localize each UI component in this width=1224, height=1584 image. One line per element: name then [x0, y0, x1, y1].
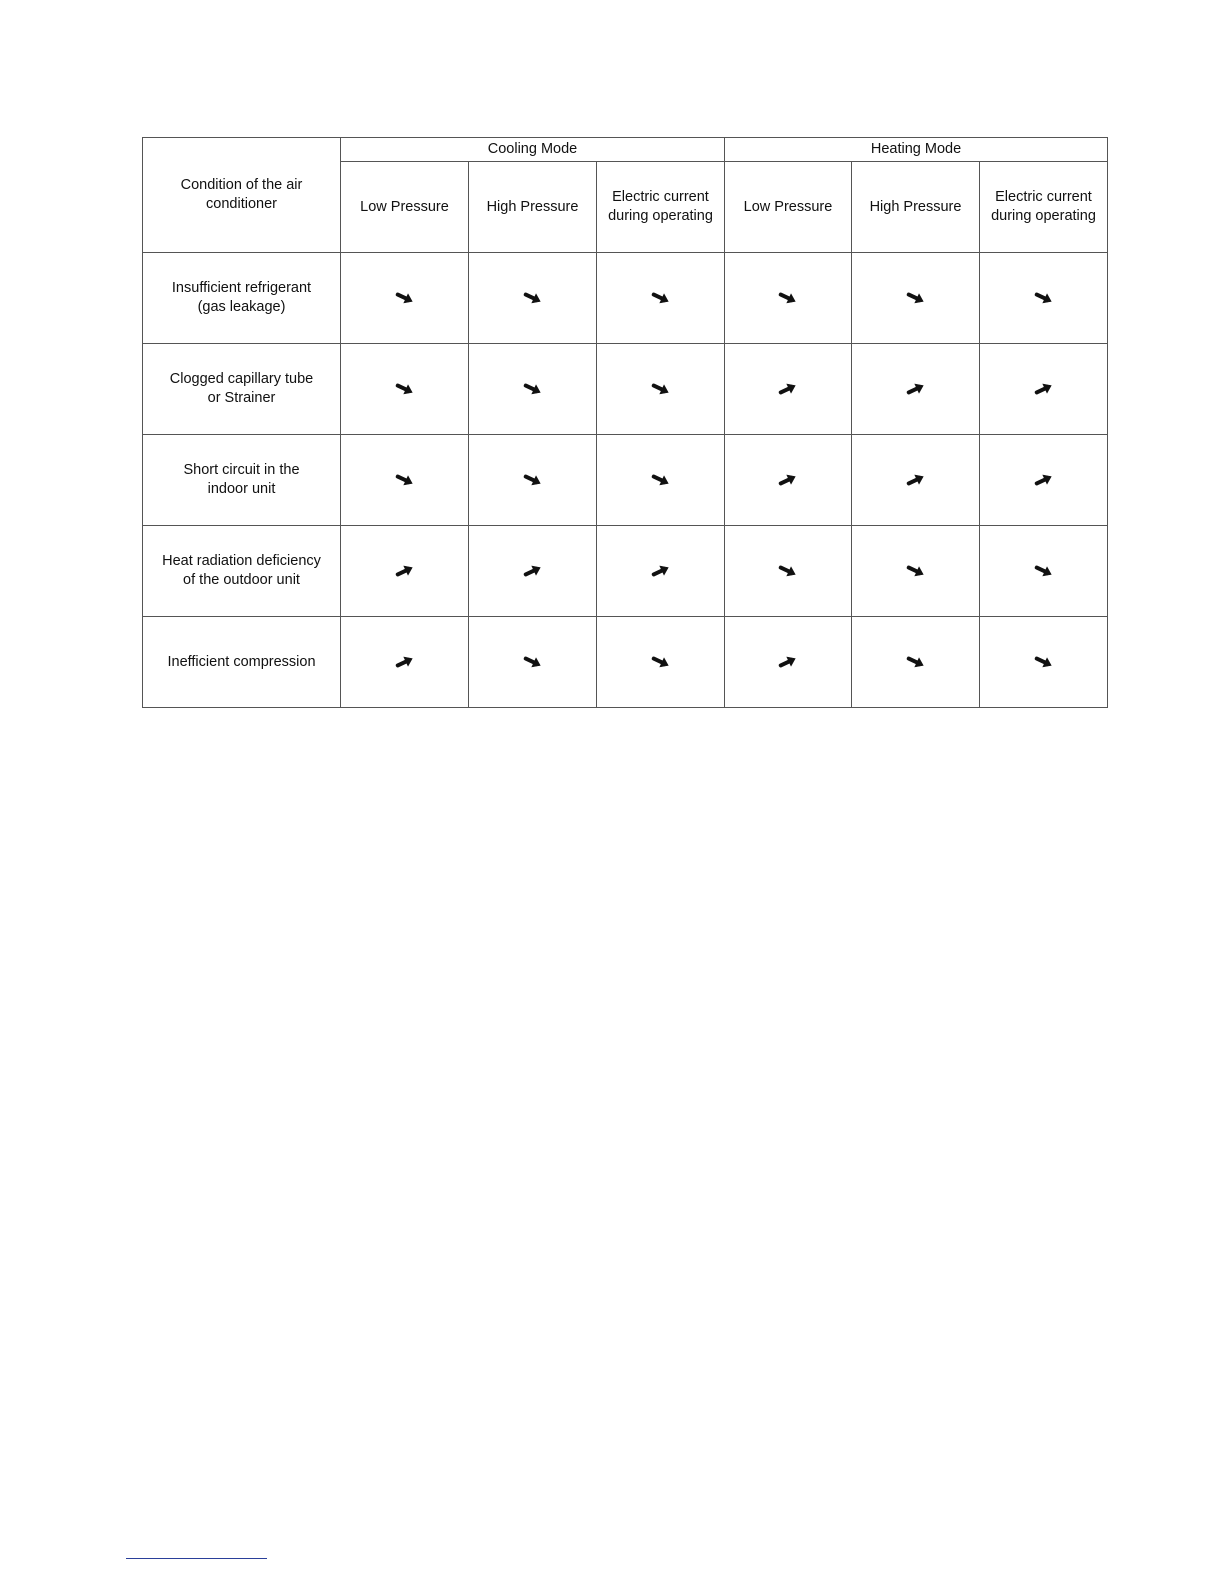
arrow-down-right-icon	[651, 655, 671, 669]
condition-header: Condition of the air conditioner	[143, 138, 341, 253]
table-row	[143, 435, 1108, 526]
arrow-down-right-icon	[523, 291, 543, 305]
arrow-up-right-icon	[1034, 473, 1054, 487]
arrow-down-right-icon	[1034, 655, 1054, 669]
arrow-down-right-icon	[651, 382, 671, 396]
arrow-up-right-icon	[395, 655, 415, 669]
condition-label: Insufficient refrigerant (gas leakage)	[143, 253, 341, 344]
table-row	[143, 344, 1108, 435]
arrow-up-right-icon	[1034, 382, 1054, 396]
trend-cell	[980, 435, 1108, 526]
arrow-down-right-icon	[523, 382, 543, 396]
arrow-down-right-icon	[906, 564, 926, 578]
trend-cell	[597, 617, 725, 708]
trend-cell	[852, 253, 980, 344]
trend-cell	[852, 435, 980, 526]
trend-cell	[852, 526, 980, 617]
arrow-down-right-icon	[395, 291, 415, 305]
trend-cell	[469, 344, 597, 435]
arrow-down-right-icon	[906, 655, 926, 669]
footnote-divider	[126, 1558, 267, 1559]
trend-cell	[341, 526, 469, 617]
trend-cell	[469, 617, 597, 708]
trend-cell	[469, 253, 597, 344]
condition-label: Clogged capillary tube or Strainer	[143, 344, 341, 435]
arrow-down-right-icon	[523, 473, 543, 487]
arrow-down-right-icon	[1034, 291, 1054, 305]
column-header: High Pressure	[469, 162, 597, 253]
trend-cell	[597, 344, 725, 435]
table-row	[143, 253, 1108, 344]
arrow-up-right-icon	[778, 473, 798, 487]
condition-label: Heat radiation deficiency of the outdoor unit	[143, 526, 341, 617]
trend-cell	[852, 617, 980, 708]
arrow-up-right-icon	[906, 473, 926, 487]
trend-cell	[725, 253, 852, 344]
trend-cell	[980, 253, 1108, 344]
condition-label: Short circuit in the indoor unit	[143, 435, 341, 526]
trend-cell	[980, 526, 1108, 617]
trend-cell	[341, 253, 469, 344]
trend-cell	[469, 435, 597, 526]
arrow-down-right-icon	[1034, 564, 1054, 578]
column-header: Low Pressure	[725, 162, 852, 253]
trend-cell	[341, 344, 469, 435]
arrow-up-right-icon	[778, 655, 798, 669]
arrow-up-right-icon	[523, 564, 543, 578]
trend-cell	[341, 617, 469, 708]
arrow-up-right-icon	[395, 564, 415, 578]
column-header: Electric current during operating	[980, 162, 1108, 253]
arrow-down-right-icon	[778, 291, 798, 305]
table-row	[143, 617, 1108, 708]
arrow-down-right-icon	[906, 291, 926, 305]
table-row	[143, 526, 1108, 617]
trend-cell	[725, 526, 852, 617]
arrow-down-right-icon	[651, 291, 671, 305]
arrow-down-right-icon	[523, 655, 543, 669]
trend-cell	[725, 617, 852, 708]
condition-label: Inefficient compression	[143, 617, 341, 708]
trend-cell	[980, 344, 1108, 435]
trend-cell	[341, 435, 469, 526]
column-header: Low Pressure	[341, 162, 469, 253]
trend-cell	[469, 526, 597, 617]
trend-cell	[597, 435, 725, 526]
mode-header-row	[143, 138, 1108, 162]
column-header: High Pressure	[852, 162, 980, 253]
arrow-down-right-icon	[651, 473, 671, 487]
trend-cell	[852, 344, 980, 435]
diagnosis-table	[142, 137, 1108, 708]
arrow-up-right-icon	[651, 564, 671, 578]
heating-mode-header: Heating Mode	[725, 138, 1108, 162]
trend-cell	[725, 435, 852, 526]
trend-cell	[597, 526, 725, 617]
arrow-down-right-icon	[395, 382, 415, 396]
trend-cell	[980, 617, 1108, 708]
trend-cell	[725, 344, 852, 435]
column-header: Electric current during operating	[597, 162, 725, 253]
arrow-down-right-icon	[395, 473, 415, 487]
arrow-up-right-icon	[906, 382, 926, 396]
arrow-up-right-icon	[778, 382, 798, 396]
trend-cell	[597, 253, 725, 344]
cooling-mode-header: Cooling Mode	[341, 138, 725, 162]
table-body	[143, 253, 1108, 708]
arrow-down-right-icon	[778, 564, 798, 578]
